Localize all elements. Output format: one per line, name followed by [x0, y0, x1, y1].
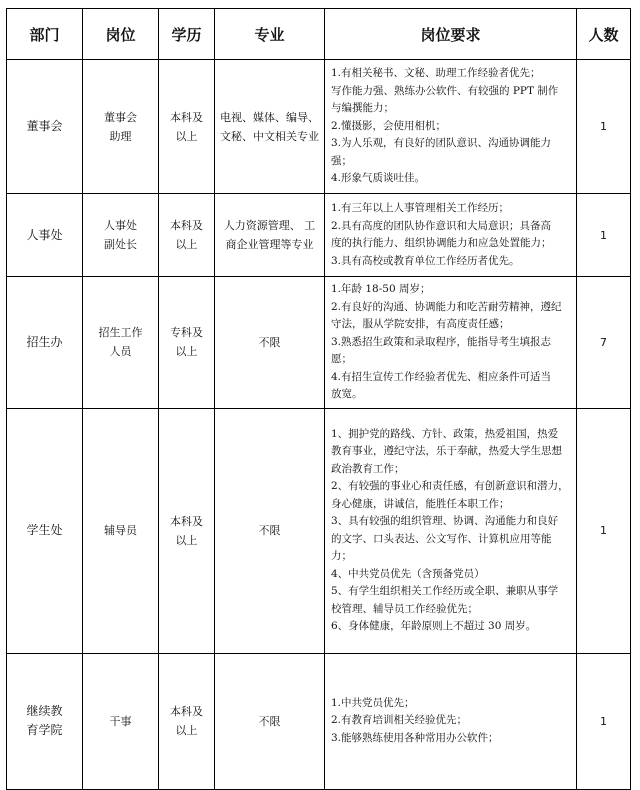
major-cell — [215, 653, 325, 789]
req-line: 3.熟悉招生政策和录取程序，能指导考生填报志 — [331, 335, 552, 348]
table-row — [7, 194, 631, 277]
requirements-cell — [325, 408, 577, 653]
dept-cell — [7, 277, 83, 409]
req-line: 守法，服从学院安排，有高度责任感； — [331, 318, 510, 330]
req-line: 1.有相关秘书、文秘、助理工作经验者优先； — [331, 67, 541, 80]
post-cell — [83, 408, 159, 653]
major-cell — [215, 408, 325, 653]
dept-line: 育学院 — [26, 723, 63, 737]
count-text: 1 — [600, 714, 607, 728]
major-line: 人力资源管理、 工 — [223, 219, 316, 232]
edu-cell — [159, 194, 215, 277]
req-line: 2.有教育培训相关经验优先； — [331, 714, 468, 727]
table-row — [7, 60, 631, 194]
req-line: 放宽。 — [331, 388, 363, 400]
req-line: 身心健康，讲诚信，能胜任本职工作； — [331, 497, 510, 510]
edu-cell — [159, 653, 215, 789]
header-dept: 部门 — [7, 9, 83, 60]
req-line: 2、有较强的事业心和责任感，有创新意识和潜力， — [331, 480, 569, 492]
req-line: 1.中共党员优先； — [331, 696, 415, 709]
edu-line: 以上 — [175, 129, 198, 143]
count-text: 7 — [600, 335, 607, 349]
req-line: 写作能力强、熟练办公软件、有较强的 PPT 制作 — [331, 84, 559, 97]
major-cell — [215, 277, 325, 409]
dept-line: 继续教 — [26, 704, 63, 718]
count-text: 1 — [600, 524, 607, 537]
edu-line: 以上 — [175, 238, 198, 251]
post-line: 干事 — [109, 714, 132, 728]
req-line: 的文字、口头表达、公文写作、计算机应用等能力； — [331, 532, 552, 562]
post-cell — [83, 60, 159, 194]
edu-line: 以上 — [175, 724, 198, 737]
count-cell — [577, 60, 631, 194]
req-line: 1、拥护党的路线、方针、政策，热爱祖国，热爱 — [331, 427, 559, 440]
dept-text: 董事会 — [26, 119, 63, 133]
req-line: 与编撰能力； — [331, 102, 394, 115]
dept-cell — [7, 408, 83, 653]
edu-cell — [159, 408, 215, 653]
req-line: 1.年龄 18-50 周岁； — [331, 283, 431, 295]
edu-line: 专科及 — [170, 326, 203, 340]
req-line: 4.有招生宣传工作经验者优先、相应条件可适当 — [331, 370, 552, 383]
edu-line: 本科及 — [170, 705, 203, 718]
count-cell — [577, 408, 631, 653]
req-line: 2.有良好的沟通、协调能力和吃苦耐劳精神，遵纪 — [331, 300, 562, 313]
post-line: 副处长 — [104, 238, 137, 251]
requirements-cell — [325, 277, 577, 409]
dept-text: 学生处 — [26, 523, 63, 537]
edu-line: 本科及 — [170, 514, 203, 528]
req-line: 强； — [331, 154, 352, 167]
post-line: 招生工作 — [98, 326, 143, 340]
req-line: 校管理、辅导员工作经验优先； — [331, 602, 478, 615]
post-line: 辅导员 — [104, 524, 137, 537]
post-line: 人员 — [109, 345, 132, 359]
count-text: 1 — [600, 228, 607, 242]
dept-text: 人事处 — [26, 227, 63, 242]
header-count: 人数 — [577, 9, 631, 60]
req-line: 4.形象气质谈吐佳。 — [331, 172, 426, 185]
count-cell — [577, 194, 631, 277]
post-cell — [83, 194, 159, 277]
req-line: 政治教育工作； — [331, 462, 405, 475]
edu-line: 以上 — [175, 345, 198, 359]
header-edu: 学历 — [159, 9, 215, 60]
major-line: 不限 — [258, 524, 281, 537]
requirements-cell — [325, 60, 577, 194]
requirements-cell — [325, 194, 577, 277]
post-cell — [83, 653, 159, 789]
req-line: 2.懂摄影，会使用相机； — [331, 119, 447, 132]
edu-line: 以上 — [175, 533, 198, 547]
req-line: 1.有三年以上人事管理相关工作经历； — [331, 202, 510, 214]
recruitment-table — [6, 8, 631, 790]
req-line: 4、中共党员优先（含预备党员） — [331, 567, 485, 580]
post-line: 董事会 — [104, 110, 137, 124]
dept-cell — [7, 194, 83, 277]
dept-cell — [7, 653, 83, 789]
req-line: 度的执行能力、组织协调能力和应急处置能力； — [331, 237, 552, 249]
requirements-cell — [325, 653, 577, 789]
dept-text: 招生办 — [26, 334, 63, 349]
req-line: 教育事业，遵纪守法，乐于奉献，热爱大学生思想 — [331, 445, 562, 457]
req-line: 5、有学生组织相关工作经历或全职、兼职从事学 — [331, 585, 559, 597]
count-cell — [577, 277, 631, 409]
edu-cell — [159, 277, 215, 409]
post-line: 助理 — [109, 129, 132, 143]
major-cell — [215, 60, 325, 194]
major-line: 商企业管理等专业 — [225, 238, 314, 251]
major-line: 文秘、中文相关专业 — [220, 129, 319, 143]
edu-line: 本科及 — [170, 110, 203, 124]
req-line: 3.具有高校或教育单位工作经历者优先。 — [331, 254, 520, 267]
major-cell — [215, 194, 325, 277]
table-row — [7, 277, 631, 409]
header-requirements: 岗位要求 — [325, 9, 577, 60]
edu-line: 本科及 — [170, 219, 203, 232]
major-line: 不限 — [258, 714, 281, 728]
count-text: 1 — [600, 120, 607, 133]
header-row — [7, 9, 631, 60]
major-line: 电视、媒体、编导、 — [220, 110, 319, 124]
header-post: 岗位 — [83, 9, 159, 60]
req-line: 3.为人乐观，有良好的团队意识、沟通协调能力 — [331, 137, 552, 150]
edu-cell — [159, 60, 215, 194]
major-line: 不限 — [258, 335, 281, 349]
req-line: 2.具有高度的团队协作意识和大局意识；具备高 — [331, 219, 552, 232]
count-cell — [577, 653, 631, 789]
header-major: 专业 — [215, 9, 325, 60]
req-line: 3、具有较强的组织管理、协调、沟通能力和良好 — [331, 515, 559, 527]
post-line: 人事处 — [104, 219, 137, 232]
dept-cell — [7, 60, 83, 194]
req-line: 6、身体健康，年龄原则上不超过 30 周岁。 — [331, 620, 537, 632]
post-cell — [83, 277, 159, 409]
req-line: 愿； — [331, 353, 352, 365]
table-row — [7, 653, 631, 789]
table-row — [7, 408, 631, 653]
req-line: 3.能够熟练使用各种常用办公软件； — [331, 731, 499, 744]
